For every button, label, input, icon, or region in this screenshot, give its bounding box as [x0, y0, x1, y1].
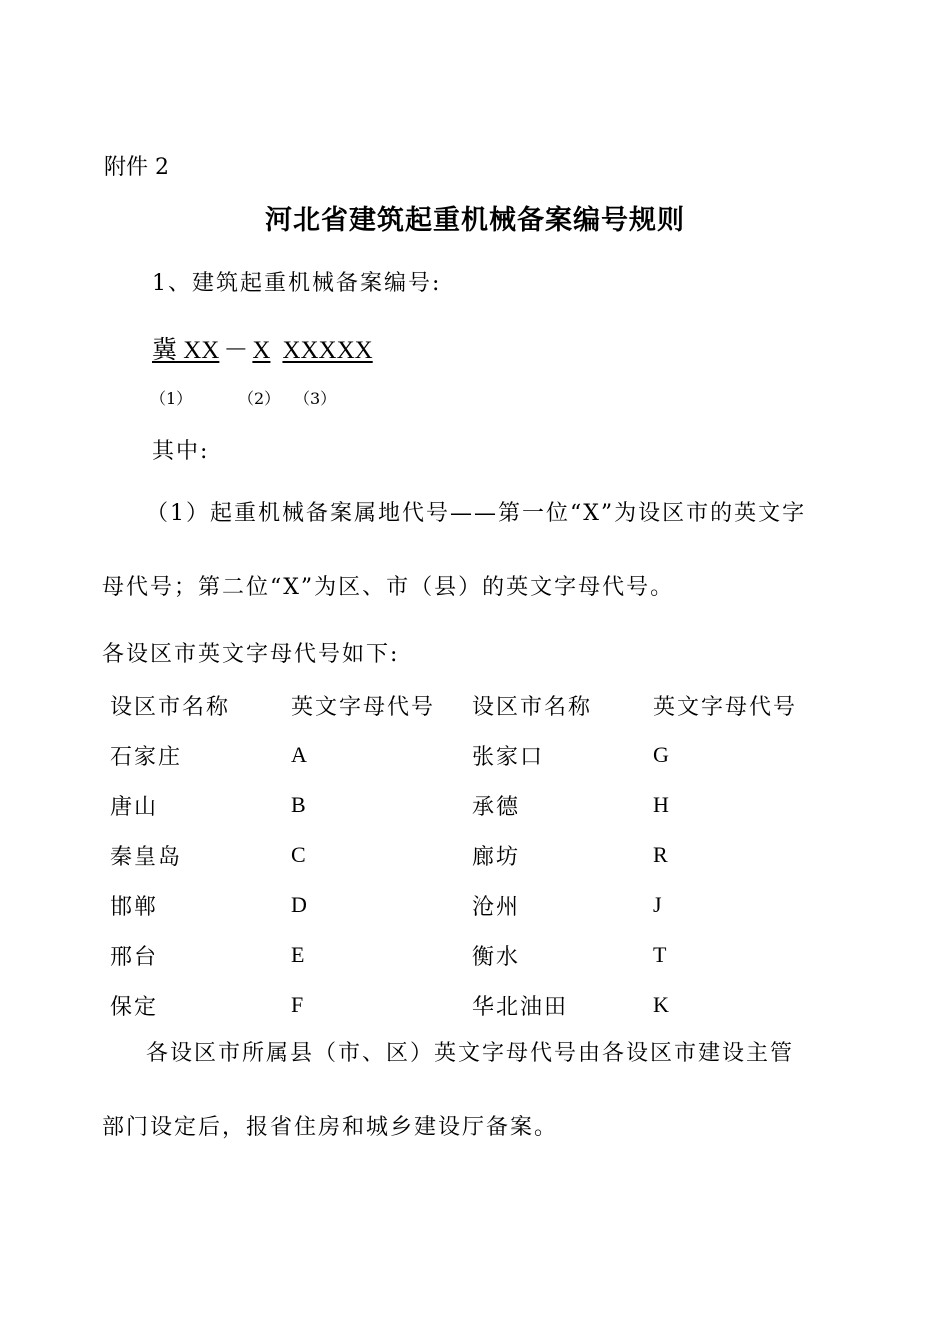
code-part2: X	[252, 337, 271, 364]
closing-line-2: 部门设定后，报省住房和城乡建设厅备案。	[102, 1115, 559, 1140]
code-marker-3: （3）	[294, 389, 337, 408]
registration-code-format	[152, 330, 373, 366]
city-code: H	[653, 792, 671, 817]
city-name: 邯郸	[110, 894, 159, 920]
city-code-table	[102, 680, 826, 1030]
code-marker-1: （1）	[150, 389, 193, 408]
city-name: 沧州	[472, 894, 521, 920]
city-code: C	[291, 842, 308, 867]
table-row	[102, 980, 826, 1030]
table-row	[102, 930, 826, 980]
attachment-label: 附件 2	[104, 155, 169, 180]
table-row	[102, 730, 826, 780]
paragraph-1-line-1: （1）起重机械备案属地代号——第一位“X”为设区市的英文字	[146, 501, 807, 526]
city-name: 石家庄	[110, 744, 183, 770]
code-dash: －	[223, 337, 249, 364]
city-code: J	[653, 892, 664, 917]
section1-heading: 1、建筑起重机械备案编号:	[152, 271, 442, 296]
city-name: 衡水	[472, 944, 521, 970]
city-code: R	[653, 842, 670, 867]
city-name: 秦皇岛	[110, 844, 183, 870]
city-name: 邢台	[110, 944, 159, 970]
city-name: 张家口	[472, 744, 545, 770]
city-code: B	[291, 792, 308, 817]
table-row	[102, 880, 826, 930]
city-name: 廊坊	[472, 844, 521, 870]
city-code: G	[653, 742, 671, 767]
code-part3: XXXXX	[282, 337, 373, 364]
paragraph-1-line-2: 母代号；第二位“X”为区、市（县）的英文字母代号。	[102, 575, 675, 600]
table-row	[102, 830, 826, 880]
table-row	[102, 780, 826, 830]
city-code: T	[653, 942, 669, 967]
table-header-cell: 英文字母代号	[291, 694, 436, 720]
city-code: A	[291, 742, 309, 767]
code-prefix: 冀 XX	[152, 337, 220, 364]
city-name: 保定	[110, 994, 159, 1020]
table-header-cell: 英文字母代号	[653, 694, 798, 720]
city-name: 承德	[472, 794, 521, 820]
city-code: K	[653, 992, 671, 1017]
code-marker-2: （2）	[238, 389, 281, 408]
among-label: 其中:	[152, 439, 210, 464]
city-name: 华北油田	[472, 994, 569, 1020]
city-code: F	[291, 992, 306, 1017]
city-code-intro: 各设区市英文字母代号如下:	[102, 642, 400, 667]
table-header-cell: 设区市名称	[110, 694, 231, 720]
closing-line-1: 各设区市所属县（市、区）英文字母代号由各设区市建设主管	[146, 1041, 795, 1066]
city-name: 唐山	[110, 794, 159, 820]
table-header-row	[102, 680, 826, 730]
city-code: E	[291, 942, 307, 967]
city-code: D	[291, 892, 309, 917]
table-header-cell: 设区市名称	[472, 694, 593, 720]
document-title: 河北省建筑起重机械备案编号规则	[265, 205, 685, 236]
